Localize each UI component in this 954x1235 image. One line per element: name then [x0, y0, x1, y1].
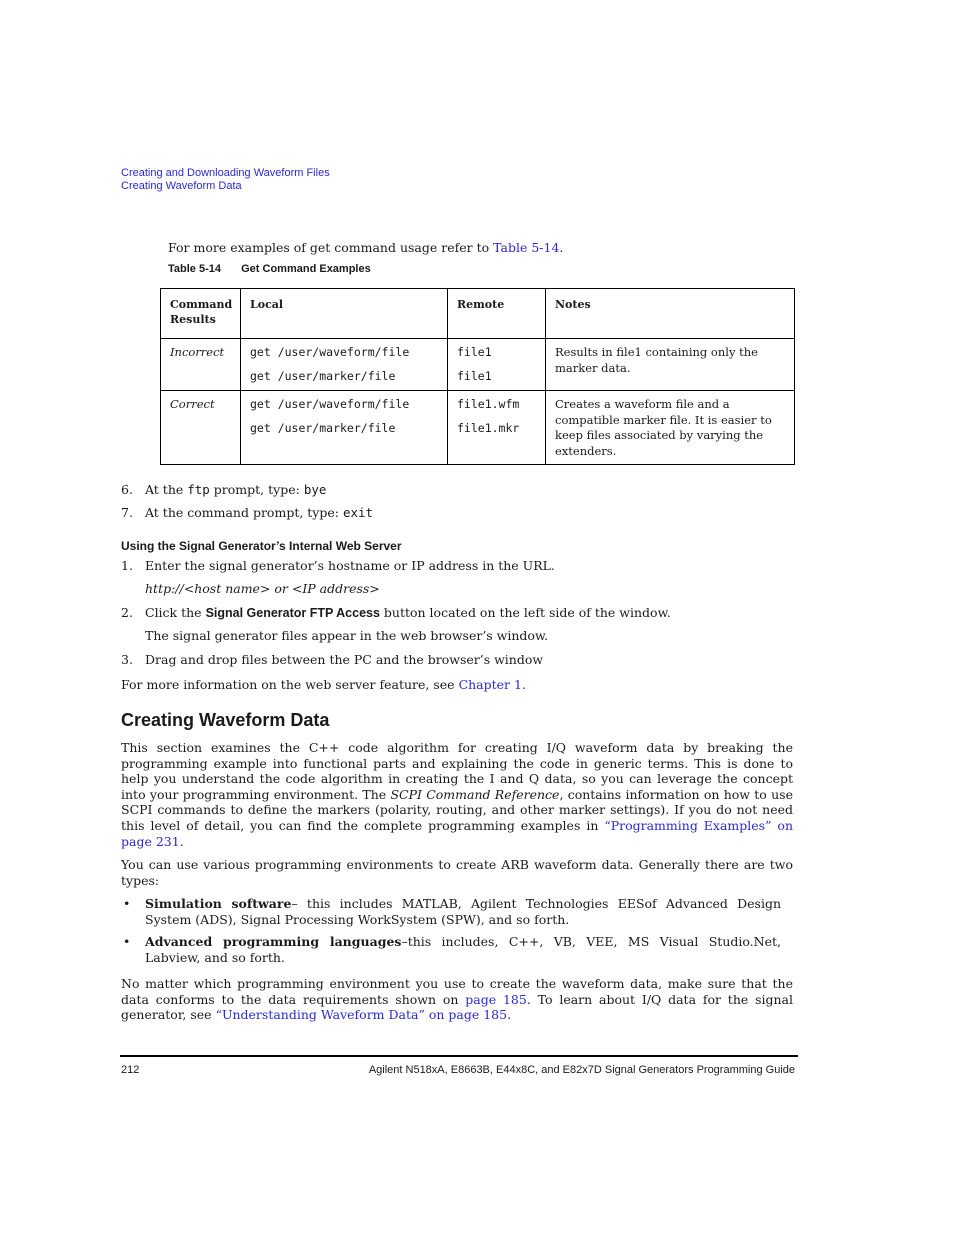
intro-paragraph: [168, 240, 768, 256]
remote-file-2: file1: [457, 368, 492, 383]
bullet-text: [145, 934, 781, 965]
footer-rule: [120, 1055, 798, 1057]
more-info-paragraph: [121, 677, 793, 693]
local-cmd-1: get /user/waveform/file: [250, 345, 410, 359]
bullet-list: [121, 896, 793, 965]
table-row: [161, 391, 795, 465]
local-cmd-1: get /user/waveform/file: [250, 397, 410, 411]
p3-text: No matter which programming environment you use to create the waveform data, make sure that the data conforms to the data requirements shown on: [121, 976, 793, 1007]
p3-text-2: . To learn about I/Q data for the signal generator, see: [121, 991, 794, 1023]
table-link[interactable]: Table 5-14: [493, 240, 560, 255]
p3-end: .: [507, 1007, 512, 1023]
p1-emphasis: SCPI Command Reference: [390, 786, 560, 802]
web-step-3: Drag and drop files between the PC and the browser’s window: [145, 652, 544, 667]
page-185-link[interactable]: page 185: [465, 991, 527, 1007]
step-6: [145, 482, 326, 498]
row-local: [241, 339, 448, 391]
intro-text: For more examples of get command usage refer to: [168, 240, 494, 255]
step-7-text: At the command prompt, type:: [145, 505, 343, 520]
running-header-section: Creating Waveform Data: [121, 180, 242, 192]
header-command-results: Command Results: [161, 289, 241, 339]
step-6-code: ftp: [187, 482, 210, 497]
programming-examples-link[interactable]: “Programming Examples” on page 231: [121, 817, 793, 849]
row-notes: Results in file1 containing only the marker data.: [546, 339, 795, 391]
list-item: [121, 934, 793, 965]
header-local: Local: [241, 289, 448, 339]
more-info-end: .: [521, 677, 526, 692]
remote-file-1: file1.wfm: [457, 397, 520, 411]
ftp-access-button-label: Signal Generator FTP Access: [205, 606, 380, 620]
bullet-body: –this includes, C++, VB, VEE, MS Visual Studio.Net, Labview, and so forth.: [145, 934, 781, 965]
more-info-text: For more information on the web server feature, see: [121, 677, 459, 692]
step-6-text: At the: [145, 482, 188, 497]
footer-title: Agilent N518xA, E8663B, E44x8C, and E82x7D Signal Generators Programming Guide: [368, 1064, 795, 1076]
row-remote: [448, 339, 546, 391]
bullet-marker: •: [123, 896, 131, 911]
step-7-number: 7.: [121, 505, 133, 520]
web-step-1-number: 1.: [121, 558, 133, 573]
remote-file-1: file1: [457, 345, 492, 359]
understanding-waveform-data-link[interactable]: “Understanding Waveform Data” on page 185: [215, 1007, 508, 1023]
row-local: [241, 391, 448, 465]
p1-end: .: [179, 833, 184, 849]
local-cmd-2: get /user/marker/file: [250, 420, 396, 435]
row-result: Incorrect: [161, 339, 241, 391]
remote-file-2: file1.mkr: [457, 420, 520, 435]
section-paragraph-1: [121, 740, 793, 849]
step-7-code: exit: [342, 505, 374, 520]
section-paragraph-3: [121, 976, 793, 1023]
web-step-2-sub: The signal generator files appear in the web browser’s window.: [145, 628, 549, 643]
web-step-2: [145, 605, 795, 622]
bullet-marker: •: [123, 934, 131, 950]
p1-text: This section examines the C++ code algorithm for creating I/Q waveform data by breaking the programming example into functional parts and explaining the code in generic terms. This is done to help you understand the code algorithm in creating the I and Q data, so you can leverage the concept into your programming environment. The: [121, 740, 793, 802]
step-6-code-2: bye: [303, 482, 327, 497]
bullet-text: [145, 896, 781, 927]
table-caption: [168, 263, 371, 275]
web-step-2-text-2: button located on the left side of the window.: [379, 605, 671, 620]
step-6-text-2: prompt, type:: [209, 482, 304, 497]
local-cmd-2: get /user/marker/file: [250, 368, 396, 383]
step-7: [145, 505, 373, 521]
table-caption-title: Get Command Examples: [241, 263, 371, 275]
p1-text-2: , contains information on how to use SCPI commands to define the markers (polarity, routing, and other marker settings). If you do not need this level of detail, you can find the complete programming examples in: [121, 786, 793, 833]
chapter-1-link[interactable]: Chapter 1: [458, 677, 522, 692]
bullet-body: – this includes MATLAB, Agilent Technologies EESof Advanced Design System (ADS), Signal Processing WorkSystem (SPW), and so forth.: [145, 896, 782, 927]
web-server-heading: Using the Signal Generator’s Internal Web Server: [121, 539, 402, 553]
header-remote: Remote: [448, 289, 546, 339]
step-6-number: 6.: [121, 482, 133, 497]
table-header-row: [161, 289, 795, 339]
web-step-2-text: Click the: [145, 605, 206, 620]
intro-end: .: [559, 240, 564, 255]
bullet-bold: Advanced programming languages: [145, 934, 402, 950]
section-paragraph-2: You can use various programming environments to create ARB waveform data. Generally there are two types:: [121, 857, 793, 888]
row-notes: Creates a waveform file and a compatible marker file. It is easier to keep files associated by varying the extenders.: [546, 391, 795, 465]
list-item: [121, 896, 793, 927]
bullet-bold: Simulation software: [145, 896, 292, 911]
running-header-chapter: Creating and Downloading Waveform Files: [121, 167, 330, 179]
page-number: 212: [121, 1064, 140, 1076]
table-row: [161, 339, 795, 391]
table-caption-number: Table 5-14: [168, 263, 221, 275]
web-step-3-number: 3.: [121, 652, 133, 667]
get-command-table: [160, 288, 795, 465]
web-step-2-number: 2.: [121, 605, 133, 620]
row-remote: [448, 391, 546, 465]
section-title: Creating Waveform Data: [121, 710, 330, 730]
web-step-1-url: http://<host name> or <IP address>: [145, 581, 380, 596]
row-result: Correct: [161, 391, 241, 465]
web-step-1: Enter the signal generator’s hostname or IP address in the URL.: [145, 558, 555, 573]
header-notes: Notes: [546, 289, 795, 339]
